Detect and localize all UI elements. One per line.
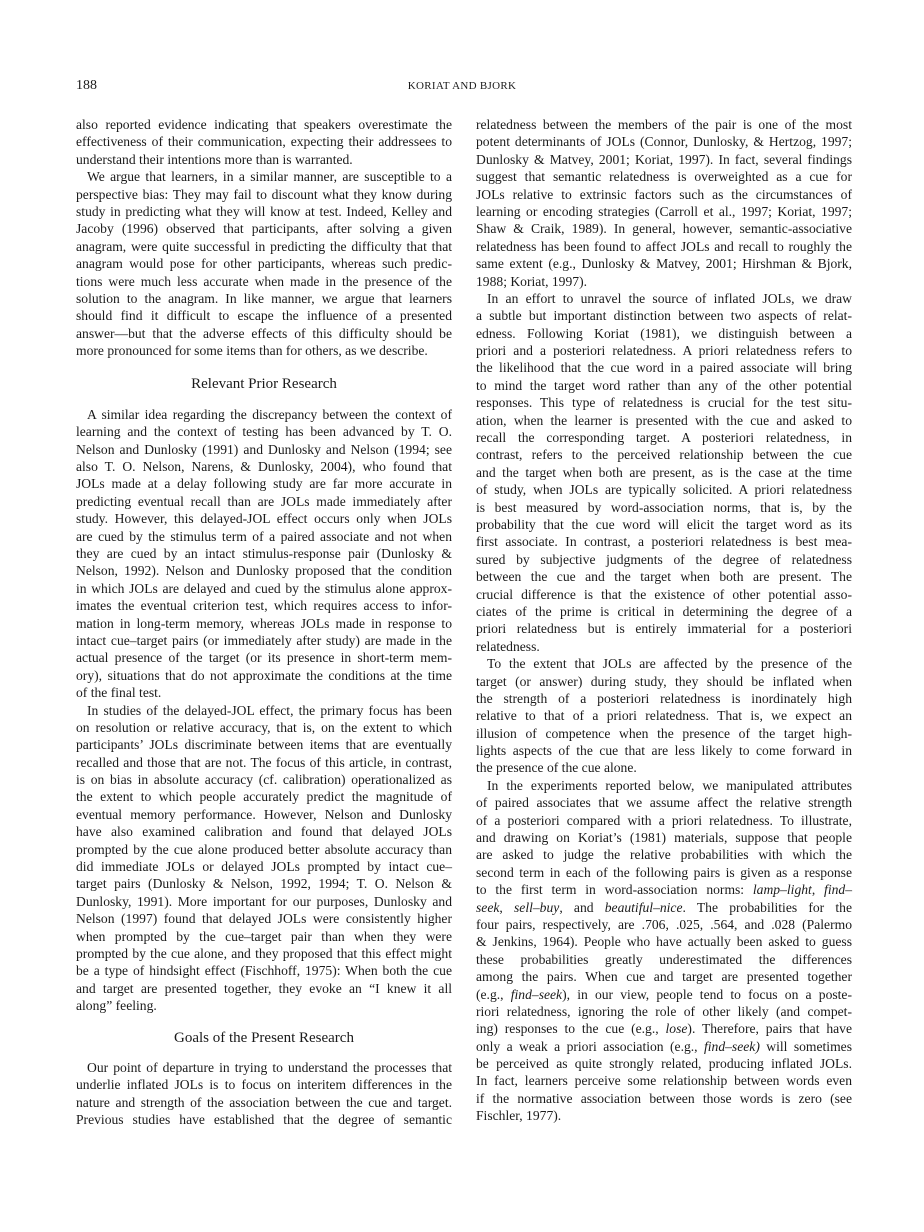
text-line: Dunlosky, 1991). More important for our purposes, Dunlosky and [76, 893, 452, 909]
text-line: Shaw & Craik, 1989). In general, however, semantic-associative [476, 221, 852, 237]
text-line: JOLs relative to extrinsic factors such as the circumstances of [476, 186, 852, 202]
text-line: nature and strength of the association between the cue and target. [76, 1094, 452, 1110]
text-line: probability that the cue word will elicit the target word as its [476, 516, 852, 532]
text-line: these probabilities greatly underestimated the differences [476, 951, 852, 967]
text-line: In the experiments reported below, we manipulated attributes [487, 777, 852, 793]
text-line: In studies of the delayed-JOL effect, the primary focus has been [87, 702, 452, 718]
text-line: target pairs (Dunlosky & Nelson, 1992, 1994; T. O. Nelson & [76, 876, 452, 892]
text-line: contrast, refers to the perceived relationship between the cue [476, 447, 852, 463]
text-line [476, 881, 852, 898]
text-line: To the extent that JOLs are affected by the presence of the [487, 656, 852, 672]
text-line: We argue that learners, in a similar manner, are susceptible to a [87, 169, 452, 185]
text-line: Our point of departure in trying to understand the processes that [87, 1059, 452, 1075]
text-line: relatedness between the members of the pair is one of the most [476, 117, 852, 132]
text-line: the strength of a posteriori relatedness is inordinately high [476, 690, 852, 706]
text-line: Previous studies have established that the degree of semantic [76, 1112, 452, 1128]
text-line: predicting eventual recall than are JOLs made immediately after [76, 493, 452, 509]
text-line: mation in long-term memory, whereas JOLs made in response to [76, 615, 452, 631]
text-line: underlie inflated JOLs is to focus on interitem differences in the [76, 1077, 452, 1093]
text-line: A similar idea regarding the discrepancy between the context of [87, 406, 452, 422]
text-line: same extent (e.g., Dunlosky & Matvey, 2001; Hirshman & Bjork, [476, 256, 852, 272]
text-line [476, 986, 852, 1003]
text-line: study. However, this delayed-JOL effect occurs only when JOLs [76, 511, 452, 527]
text-line: be a type of hindsight effect (Fischhoff, 1975): When both the cue [76, 963, 452, 979]
text-line: crucial difference is that the existence of other potential asso- [476, 586, 852, 602]
text-line: did immediate JOLs or delayed JOLs prompted by intact cue– [76, 859, 452, 875]
text-line: the likelihood that the cue word in a paired associate will bring [476, 360, 852, 376]
text-line: four pairs, respectively, are .706, .025, .564, and .028 (Palermo [476, 916, 852, 932]
text-line: the presence of the cue alone. [476, 760, 637, 776]
text-line: relatedness has been found to affect JOLs and recall to roughly the [476, 238, 852, 254]
text-segment: (e.g., [476, 986, 511, 1002]
text-line: understand their intentions more than is warranted. [76, 151, 353, 167]
text-segment: ). Therefore, pairs that have [687, 1021, 852, 1037]
text-line: should find it difficult to escape the influence of a presented [76, 308, 452, 324]
text-line: along” feeling. [76, 998, 157, 1014]
text-line: eventual memory performance. However, Nelson and Dunlosky [76, 806, 452, 822]
text-line: target (or answer) during study, they should be inflated when [476, 673, 852, 689]
text-line: also T. O. Nelson, Narens, & Dunlosky, 2004), who found that [76, 459, 452, 475]
text-line: anagram, were quite successful in predicting the difficulty that that [76, 238, 452, 254]
text-line: Nelson, 1992). Nelson and Dunlosky proposed that the condition [76, 563, 452, 579]
text-line: and target are presented together, they evoke an “I knew it all [76, 980, 452, 996]
italic-term: find–seek [510, 986, 563, 1002]
text-segment: ), in our view, people tend to focus on a poste- [562, 986, 852, 1002]
text-line: is on bias in absolute accuracy (cf. calibration) operationalized as [76, 772, 452, 788]
text-line: they are cued by an intact stimulus-response pair (Dunlosky & [76, 546, 452, 561]
text-line: Dunlosky & Matvey, 2001; Koriat, 1997). In fact, several findings [476, 151, 852, 167]
text-line: be perceived as quite strongly related, producing inflated JOLs. [476, 1056, 852, 1072]
text-line: JOLs made at a delay following study are far more accurate in [76, 476, 452, 492]
text-line: Nelson (1997) found that delayed JOLs were consistently higher [76, 911, 452, 927]
text-line: ciates of the prime is critical in determining the degree of a [476, 603, 852, 619]
text-line: are cued by the stimulus term of a paired associate and not when [76, 528, 452, 544]
text-line: tions were much less accurate when made in the presence of the [76, 273, 452, 289]
text-segment: only a weak a priori association (e.g., [476, 1038, 704, 1054]
italic-term: lamp–light [752, 882, 812, 898]
text-line: Nelson and Dunlosky (1991) and Dunlosky and Nelson (1994; see [76, 441, 452, 457]
text-segment: to the first term in word-association norms: [476, 882, 753, 898]
paragraph [76, 702, 452, 1015]
right-column [476, 116, 852, 1125]
text-line: relatedness. [476, 638, 540, 654]
text-line: if the normative association between those words is zero (see [476, 1090, 852, 1106]
text-line: edness. Following Koriat (1981), we distinguish between a [476, 325, 852, 341]
text-line: of study, when JOLs are typically solicited. A priori relatedness [476, 482, 852, 498]
text-line: imates the eventual criterion test, which requires access to infor- [76, 598, 452, 614]
text-line: participants’ JOLs discriminate between items that are eventually [76, 737, 452, 753]
text-line: anagram would pose for other participants, whereas such predic- [76, 256, 452, 272]
text-line: 1988; Koriat, 1997). [476, 273, 588, 289]
text-line: lights aspects of the cue that are less likely to come forward in [476, 743, 852, 759]
paragraph [476, 777, 852, 1125]
italic-term: sell–buy [514, 899, 560, 915]
paragraph [76, 1059, 452, 1129]
text-line [476, 1020, 852, 1037]
text-line: of the final test. [76, 685, 162, 701]
italic-term: lose [665, 1021, 688, 1037]
text-line: ory), situations that do not approximate the conditions at the time [76, 667, 452, 683]
text-line: In fact, learners perceive some relationship between words even [476, 1073, 852, 1089]
italic-term: find– [824, 882, 852, 898]
text-line: relative to that of a priori relatedness. That is, we expect an [476, 708, 852, 724]
text-line: learning and the context of testing has been advanced by T. O. [76, 424, 452, 440]
italic-term: seek [476, 899, 500, 915]
italic-term: find–seek) [703, 1038, 760, 1054]
text-line: responses. This type of relatedness is crucial for the test situ- [476, 395, 852, 411]
text-segment: , [811, 882, 825, 898]
text-segment: will sometimes [759, 1038, 852, 1054]
text-segment: , and [559, 899, 605, 915]
text-segment: , [499, 899, 514, 915]
text-line: sured by subjective judgments of the degree of relatedness [476, 551, 852, 567]
text-line: of paired associates that we assume affect the relative strength [476, 795, 852, 811]
text-line: In an effort to unravel the source of inflated JOLs, we draw [487, 290, 852, 306]
text-line: priori relatedness but is entirely immaterial for a posteriori [476, 621, 852, 637]
text-line: of a posteriori compared with a priori relatedness. To illustrate, [476, 812, 852, 828]
text-line: and drawing on Koriat’s (1981) materials, suppose that people [476, 830, 852, 846]
text-line: solution to the anagram. In like manner, we argue that learners [76, 290, 452, 306]
text-line: in which JOLs are delayed and cued by the stimulus alone approx- [76, 580, 452, 596]
text-line: is best measured by word-association norms, that is, by the [476, 499, 852, 515]
text-line: ation, when the learner is presented with the cue and asked to [476, 412, 852, 428]
running-head: KORIAT AND BJORK [407, 80, 517, 92]
paragraph [76, 168, 452, 359]
text-line: on resolution or relative accuracy, that is, on the extent to which [76, 719, 452, 735]
text-line: illusion of competence when the presence of the target high- [476, 725, 852, 741]
text-line: and the target when both are present, as is the case at the time [476, 464, 852, 480]
text-segment: . The probabilities for the [682, 899, 852, 915]
text-line: recall the corresponding target. A posteriori relatedness, in [476, 430, 852, 446]
text-line: a subtle but important distinction between two aspects of relat- [476, 308, 852, 324]
text-line: perspective bias: They may fail to discount what they know during [76, 186, 452, 202]
text-line: recalled and those that are not. The focus of this article, in contrast, [76, 754, 452, 770]
text-line: potent determinants of JOLs (Connor, Dunlosky, & Hertzog, 1997; [476, 134, 852, 150]
text-line: prompted by the cue alone, and they proposed that this effect might [76, 945, 452, 961]
left-column [76, 116, 452, 1129]
text-line: answer—but that the adverse effects of this difficulty should be [76, 325, 452, 341]
text-line: have also examined calibration and found that delayed JOLs [76, 824, 452, 840]
text-line: to mind the target word rather than any of the other potential [476, 377, 852, 393]
text-line: also reported evidence indicating that speakers overestimate the [76, 117, 452, 132]
text-line: actual presence of the target (or its presence in short-term mem- [76, 650, 452, 666]
text-line: the extent to which people accurately predict the magnitude of [76, 789, 452, 805]
text-line: effectiveness of their communication, expecting their addressees to [76, 134, 452, 150]
text-line: study in predicting what they will know at test. Indeed, Kelley and [76, 203, 452, 219]
paragraph [476, 116, 852, 290]
text-line: among the pairs. When cue and target are presented together [476, 969, 852, 985]
text-line: priori and a posteriori relatedness. A priori relatedness refers to [476, 343, 852, 359]
page-number: 188 [76, 78, 97, 93]
text-line: Jacoby (1996) observed that participants, after solving a given [76, 221, 452, 237]
paragraph [476, 290, 852, 655]
paragraph [76, 406, 452, 702]
paragraph [476, 655, 852, 777]
text-line: & Jenkins, 1964). People who have actually been asked to guess [476, 934, 852, 950]
text-line: prompted by the cue alone produced better absolute accuracy than [76, 841, 452, 857]
text-line: more pronounced for some items than for others, as we describe. [76, 343, 428, 359]
section-heading: Goals of the Present Research [174, 1029, 354, 1046]
text-line: are asked to judge the relative probabilities with which the [476, 847, 852, 863]
text-line: riori relatedness, ignoring the role of other likely (and compet- [476, 1003, 852, 1019]
text-line: Fischler, 1977). [476, 1108, 562, 1124]
text-line: first associate. In contrast, a posteriori relatedness is best mea- [476, 534, 852, 550]
text-line [476, 1038, 852, 1055]
text-line: between the cue and the target when both are present. The [476, 569, 852, 585]
text-line: intact cue–target pairs (or immediately after study) are made in the [76, 632, 452, 648]
italic-term: beautiful–nice [604, 899, 683, 915]
text-line [476, 899, 852, 916]
text-line: learning or encoding strategies (Carroll et al., 1997; Koriat, 1997; [476, 203, 852, 219]
paragraph [76, 116, 452, 168]
text-segment: ing) responses to the cue (e.g., [476, 1021, 666, 1037]
text-line: suggest that semantic relatedness is overweighted as a cue for [476, 169, 852, 185]
text-line: when prompted by the cue–target pair than when they were [76, 928, 452, 944]
text-line: second term in each of the following pairs is given as a response [476, 864, 852, 880]
section-heading: Relevant Prior Research [191, 376, 337, 393]
